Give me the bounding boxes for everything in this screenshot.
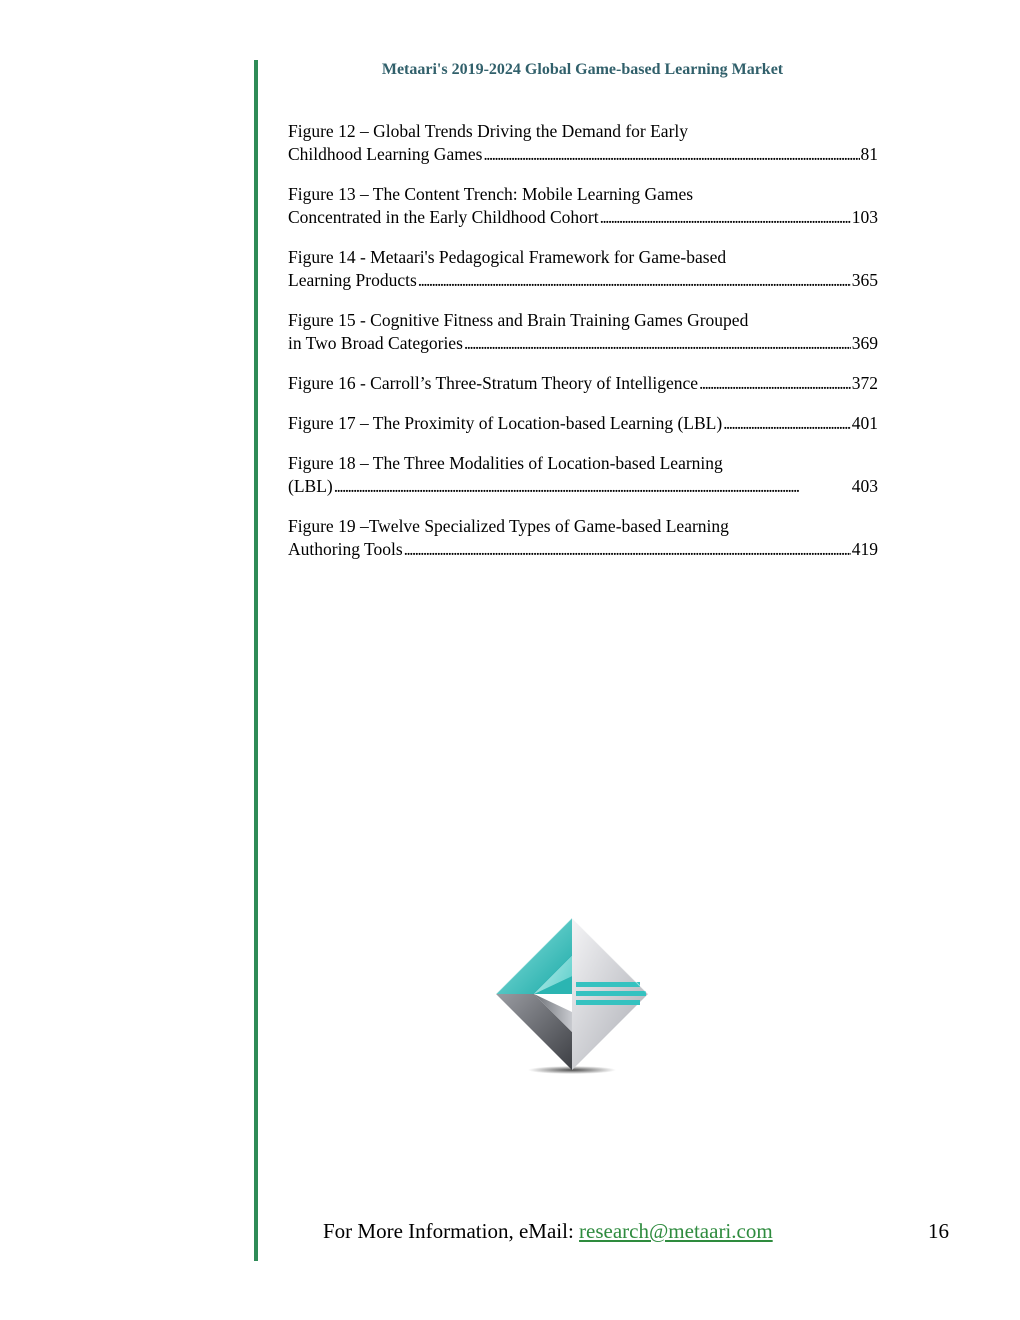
toc-page-number: 365 [851, 270, 878, 290]
toc-page-number: 419 [851, 539, 878, 559]
toc-entry-title-line: Figure 17 – The Proximity of Location-based Learning (LBL) [288, 413, 723, 433]
toc-page-number: 81 [860, 144, 878, 164]
toc-entry-title-line: Figure 13 – The Content Trench: Mobile Learning Games [288, 184, 694, 204]
toc-entry-title-line: Figure 12 – Global Trends Driving the Demand for Early [288, 121, 689, 141]
toc-entry[interactable] [288, 120, 878, 166]
toc-entry-title-line: Concentrated in the Early Childhood Cohort [288, 207, 599, 227]
toc-page-number: 103 [851, 207, 878, 227]
dot-leader [723, 412, 851, 435]
running-header: Metaari's 2019-2024 Global Game-based Learning Market [381, 61, 784, 78]
toc-entry[interactable] [288, 309, 878, 355]
toc-entry[interactable] [288, 452, 878, 498]
dot-leader [699, 372, 851, 395]
dot-leader [483, 143, 859, 166]
toc-page-number: 372 [851, 373, 878, 393]
dot-leader [418, 269, 851, 292]
table-of-figures [288, 120, 878, 578]
toc-entry-title-line: Learning Products [288, 270, 417, 290]
toc-page-number: 403 [851, 476, 878, 496]
dot-leader [464, 332, 851, 355]
toc-page-number: 369 [851, 333, 878, 353]
toc-entry-title-line: Figure 19 –Twelve Specialized Types of Game-based Learning [288, 516, 729, 536]
toc-entry[interactable] [288, 515, 878, 561]
toc-entry-title-line: Childhood Learning Games [288, 144, 483, 164]
email-link[interactable]: research@metaari.com [579, 1219, 773, 1243]
toc-entry[interactable] [288, 372, 878, 395]
toc-entry[interactable] [288, 412, 878, 435]
toc-entry[interactable] [288, 246, 878, 292]
dot-leader [600, 206, 851, 229]
toc-entry-title-line: Figure 18 – The Three Modalities of Location-based Learning [288, 453, 723, 473]
dot-leader [334, 475, 851, 498]
footer-contact [323, 1219, 773, 1244]
metaari-logo-icon [494, 916, 650, 1078]
left-margin-rule [254, 60, 258, 1261]
toc-entry-title-line: in Two Broad Categories [288, 333, 463, 353]
page-number: 16 [928, 1219, 949, 1243]
footer-contact-label: For More Information, eMail: [323, 1219, 580, 1243]
toc-entry-title-line: Authoring Tools [288, 539, 403, 559]
toc-entry-title-line: (LBL) [288, 476, 333, 496]
toc-entry-title-line: Figure 14 - Metaari's Pedagogical Framework for Game-based [288, 247, 727, 267]
dot-leader [404, 538, 851, 561]
toc-entry-title-line: Figure 16 - Carroll’s Three-Stratum Theory of Intelligence [288, 373, 699, 393]
toc-page-number: 401 [851, 413, 878, 433]
toc-entry[interactable] [288, 183, 878, 229]
toc-entry-title-line: Figure 15 - Cognitive Fitness and Brain Training Games Grouped [288, 310, 749, 330]
